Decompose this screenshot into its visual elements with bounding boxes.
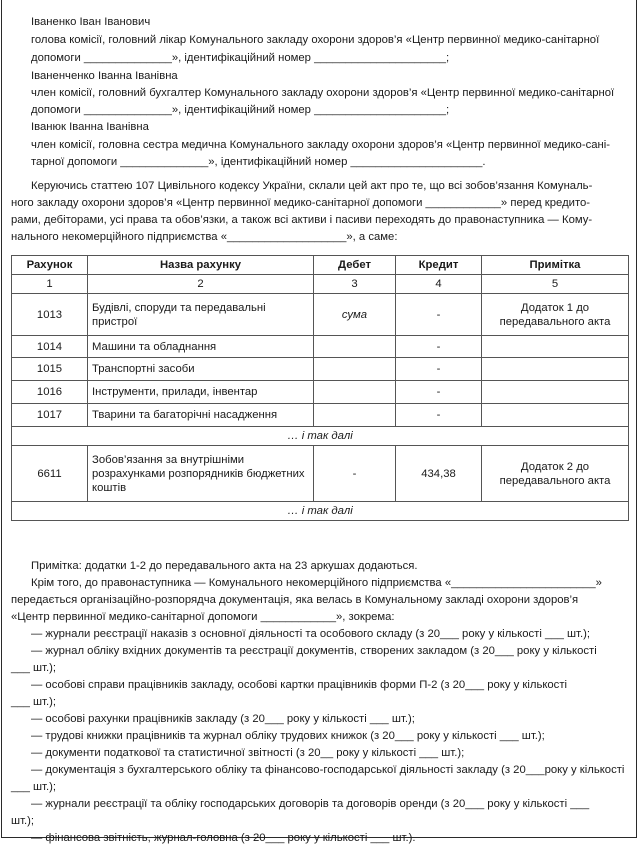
header-cell: Примітка [482, 256, 629, 275]
continuation-row [12, 502, 629, 521]
credit-cell: - [396, 381, 482, 404]
closing-line: передається організаційно-розпорядча документація, яка велась в Комунальному закладі охорони здоров’я [11, 594, 579, 606]
header-cell: Рахунок [12, 256, 88, 275]
account-cell: 1014 [12, 336, 88, 358]
table-row [12, 404, 629, 427]
note-cell [482, 404, 629, 427]
credit-cell: - [396, 404, 482, 427]
closing-line: ___ шт.); [11, 696, 57, 708]
debit-cell: сума [314, 294, 396, 336]
note-line: Примітка: додатки 1-2 до передавального акта на 23 аркушах додаються. [31, 560, 418, 572]
intro-line-1: Керуючись статтею 107 Цивільного кодексу України, склали цей акт про те, що всі зобов’язання Комуналь- [31, 180, 593, 192]
credit-cell: - [396, 336, 482, 358]
account-name-cell: Тварини та багаторічні насадження [88, 404, 314, 427]
note-cell [482, 358, 629, 381]
member-2-line-2: допомоги ______________», ідентифікаційний номер _____________________; [31, 104, 450, 116]
note-cell [482, 336, 629, 358]
credit-cell: - [396, 294, 482, 336]
member-2-name: Іваненченко Іванна Іванівна [31, 70, 178, 82]
closing-line: шт.); [11, 815, 35, 827]
credit-cell: 434,38 [396, 446, 482, 502]
account-name-cell: Інструменти, прилади, інвентар [88, 381, 314, 404]
account-cell: 1015 [12, 358, 88, 381]
table-row [12, 381, 629, 404]
table-row [12, 336, 629, 358]
debit-cell [314, 336, 396, 358]
closing-line: — особові справи працівників закладу, особові картки працівників форми П-2 (з 20___ року у кількості [31, 679, 568, 691]
column-number: 1 [12, 275, 88, 294]
member-3-line-1: член комісії, головна сестра медична Комунального закладу охорони здоров’я «Центр первинної медико-сані- [31, 139, 611, 151]
header-cell: Кредит [396, 256, 482, 275]
table-row [12, 446, 629, 502]
debit-cell: - [314, 446, 396, 502]
member-3-line-2: тарної допомоги ______________», ідентифікаційний номер _____________________. [31, 156, 486, 168]
closing-line: — журнали реєстрації наказів з основної діяльності та особового складу (з 20___ року у кількості ___ шт.); [31, 628, 591, 640]
member-1-name: Іваненко Іван Іванович [31, 16, 151, 28]
debit-cell [314, 404, 396, 427]
account-name-cell: Транспортні засоби [88, 358, 314, 381]
table-row [12, 294, 629, 336]
header-cell: Дебет [314, 256, 396, 275]
closing-line: ___ шт.); [11, 781, 57, 793]
member-2-line-1: член комісії, головний бухгалтер Комунального закладу охорони здоров’я «Центр первинної медико-санітарної [31, 87, 615, 99]
account-name-cell: Машини та обладнання [88, 336, 314, 358]
column-number-row [12, 275, 629, 294]
closing-line: — журнал обліку вхідних документів та реєстрації документів, створених закладом (з 20___ року у кількості [31, 645, 597, 657]
account-name-cell: Будівлі, споруди та передавальні пристрої [88, 294, 314, 336]
account-cell: 1016 [12, 381, 88, 404]
closing-line: — журнали реєстрації та обліку господарських договорів та договорів оренди (з 20___ року у кількості ___ [31, 798, 590, 810]
closing-line: — трудові книжки працівників та журнал обліку трудових книжок (з 20___ року у кількості ___ шт.); [31, 730, 545, 742]
account-cell: 1017 [12, 404, 88, 427]
table-header-row [12, 256, 629, 275]
closing-line: — особові рахунки працівників закладу (з 20___ року у кількості ___ шт.); [31, 713, 415, 725]
member-3-name: Іванюк Іванна Іванівна [31, 121, 149, 133]
credit-cell: - [396, 358, 482, 381]
continuation-text: … і так далі [12, 427, 629, 446]
closing-line: — документи податкової та статистичної звітності (з 20__ року у кількості ___ шт.); [31, 747, 465, 759]
debit-cell [314, 358, 396, 381]
column-number: 5 [482, 275, 629, 294]
intro-line-4: нального некомерційного підприємства «___________________», а саме: [11, 231, 398, 243]
member-1-line-1: голова комісії, головний лікар Комунального закладу охорони здоров’я «Центр первинної медико-санітарної [31, 34, 600, 46]
intro-line-3: рами, дебіторами, усі права та обов’язки, а також всі активи і пасиви переходять до правонаступника — Кому- [11, 214, 593, 226]
closing-line: «Центр первинної медико-санітарної допомоги ____________», зокрема: [11, 611, 395, 623]
header-cell: Назва рахунку [88, 256, 314, 275]
table-row [12, 358, 629, 381]
closing-line: — документація з бухгалтерського обліку та фінансово-господарської діяльності закладу (з 20___року у кількості [31, 764, 625, 776]
account-cell: 1013 [12, 294, 88, 336]
note-cell [482, 381, 629, 404]
account-name-cell: Зобов’язання за внутрішніми розрахунками розпорядників бюджетних коштів [88, 446, 314, 502]
column-number: 4 [396, 275, 482, 294]
intro-line-2: ного закладу охорони здоров’я «Центр первинної медико-санітарної допомоги ____________» перед кредито- [11, 197, 591, 209]
note-cell: Додаток 1 до передавального акта [482, 294, 629, 336]
note-cell: Додаток 2 до передавального акта [482, 446, 629, 502]
account-cell: 6611 [12, 446, 88, 502]
debit-cell [314, 381, 396, 404]
continuation-text: … і так далі [12, 502, 629, 521]
closing-line: Крім того, до правонаступника — Комунального некомерційного підприємства «_______________________» [31, 577, 602, 589]
member-1-line-2: допомоги ______________», ідентифікаційний номер _____________________; [31, 52, 450, 64]
column-number: 2 [88, 275, 314, 294]
accounts-table [11, 255, 629, 521]
closing-line: — фінансова звітність, журнал-головна (з 20___ року у кількості ___ шт.). [31, 832, 416, 844]
closing-line: ___ шт.); [11, 662, 57, 674]
continuation-row [12, 427, 629, 446]
column-number: 3 [314, 275, 396, 294]
